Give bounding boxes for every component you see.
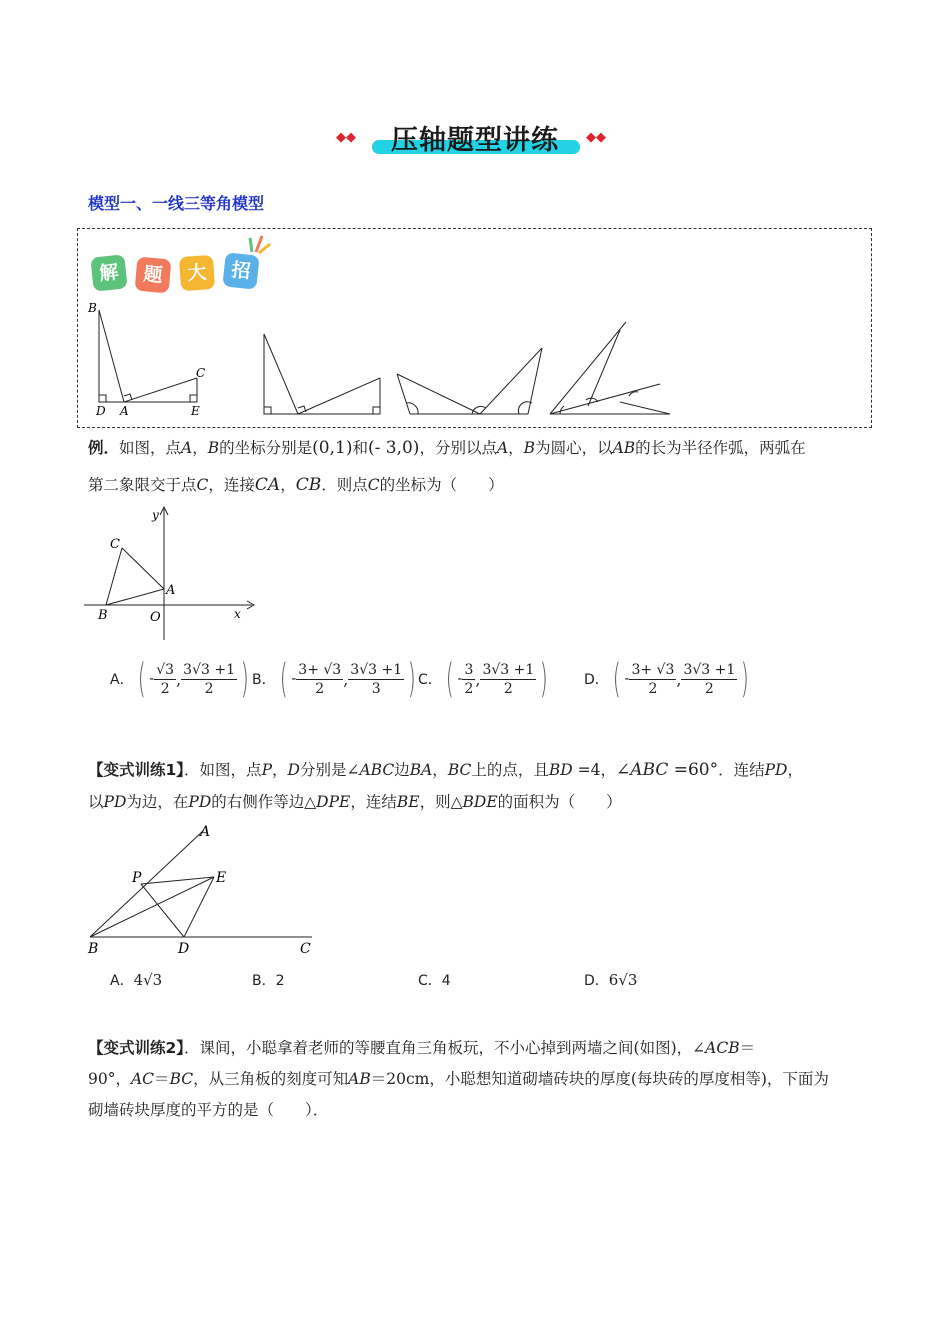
var: ABC [359, 761, 395, 779]
label-b: B [98, 608, 108, 623]
option-letter: C． [418, 973, 442, 989]
chip-3: 大 [179, 255, 215, 291]
var: CB [295, 475, 322, 495]
text: ， [508, 439, 524, 457]
var: PD [103, 793, 127, 811]
label-a: A [200, 824, 211, 840]
text: 如图，点 [119, 439, 182, 457]
paren-right: ) [408, 656, 416, 702]
variant1-line-1 [88, 758, 878, 782]
num: 3√3 +1 [350, 661, 403, 678]
num: 3√3 +1 [183, 661, 235, 678]
paren-right: ) [240, 656, 249, 702]
var: BC [169, 1070, 194, 1088]
variant2-line-2 [88, 1067, 878, 1091]
var: C [196, 476, 209, 494]
den: 2 [464, 680, 474, 697]
page-header [330, 118, 620, 158]
text: 第二象限交于点 [88, 476, 197, 494]
var: BDE [462, 793, 498, 811]
diamond-left-icon: ◆◆ [336, 130, 356, 145]
var: A [181, 439, 193, 457]
den: 3 [371, 680, 381, 697]
den: 2 [704, 680, 714, 697]
sign: - [624, 671, 630, 687]
text: ， [192, 439, 208, 457]
den: 2 [503, 680, 513, 697]
var: CA [254, 475, 281, 495]
model-figures [80, 290, 680, 425]
option-a[interactable]: A． ( - $\frac{√3}{2}$ , $\frac{3√3 +1}{2}$ ) [110, 656, 249, 702]
paren-left: ( [137, 656, 146, 702]
model-label-c: C [196, 366, 206, 380]
text: ＝ [739, 1039, 756, 1057]
model-label-d: D [96, 404, 106, 418]
text: ＝ [154, 1070, 170, 1088]
option-letter: B． [252, 672, 276, 688]
text: 边 [394, 761, 410, 779]
text: 为圆心，以 [535, 439, 613, 457]
option-letter: A． [110, 672, 134, 688]
fraction-y [348, 661, 404, 698]
label-e: E [216, 870, 227, 886]
text: 的长为半径作弧，两弧在 [635, 439, 806, 457]
label-x: x [234, 607, 241, 621]
variant1-figure [86, 822, 326, 962]
example-tag: 例． [88, 439, 120, 457]
sparkle-icon [242, 230, 272, 254]
label-o: O [150, 610, 161, 625]
text: ， [787, 761, 803, 779]
paren-right: ) [741, 656, 750, 702]
text: 以 [88, 793, 104, 811]
num: 3+ √3 [631, 661, 675, 678]
text: ，连结 [350, 793, 397, 811]
option-value: 4 [441, 973, 451, 989]
label-p: P [132, 870, 142, 886]
var: BA [409, 761, 433, 779]
den: 2 [160, 680, 170, 697]
text: ．如图，点 [184, 761, 262, 779]
text: 的右侧作等边△ [211, 793, 317, 811]
chip-4: 招 [222, 252, 259, 289]
variant1-tag: 【变式训练1】 [88, 761, 185, 779]
text: ， [432, 761, 448, 779]
v1-option-d[interactable] [584, 970, 637, 990]
fraction-x [154, 661, 176, 698]
var: AB [612, 439, 636, 457]
text: 的面积为（ ） [497, 793, 622, 811]
num: 3 [464, 661, 474, 678]
fraction-y [480, 661, 536, 698]
num: 3+ √3 [298, 661, 342, 678]
text: ，则△ [419, 793, 463, 811]
var: B [523, 439, 536, 457]
den: 2 [315, 680, 325, 697]
text: 为边，在 [126, 793, 189, 811]
text: 和 [352, 439, 368, 457]
text: 分别是∠ [299, 761, 360, 779]
label-c: C [300, 941, 311, 957]
v1-option-b[interactable] [252, 970, 285, 990]
text: 的坐标为（ ） [379, 476, 504, 494]
text: ，连接 [208, 476, 255, 494]
variant2-tag: 【变式训练2】 [88, 1039, 185, 1057]
num: 3√3 +1 [482, 661, 535, 678]
paren-left: ( [612, 656, 621, 702]
option-value: 6√3 [608, 971, 638, 989]
v1-option-c[interactable] [418, 970, 451, 990]
paren-left: ( [279, 656, 288, 702]
fraction-x [296, 661, 343, 698]
section-title: 模型一、一线三等角模型 [88, 194, 265, 213]
text: 90°， [88, 1070, 131, 1088]
var: PD [764, 761, 788, 779]
coord-b: (- 3,0) [367, 438, 420, 458]
var: A [496, 439, 509, 457]
var: BD [548, 761, 573, 779]
example-line-1 [88, 436, 878, 460]
var: ACB [705, 1039, 740, 1057]
option-letter: C． [418, 672, 442, 688]
variant1-line-2 [88, 790, 878, 814]
coord-a: (0,1) [312, 438, 353, 458]
fraction-y [181, 661, 237, 698]
model-label-b: B [88, 301, 97, 315]
label-y: y [152, 508, 159, 522]
text: ．课间，小聪拿着老师的等腰直角三角板玩，不小心掉到两墙之间(如图)，∠ [184, 1039, 706, 1057]
var: AB [348, 1070, 371, 1088]
sign: - [457, 671, 463, 687]
text: ．则点 [321, 476, 368, 494]
label-d: D [178, 941, 190, 957]
var: P [261, 761, 272, 779]
chip-1: 解 [90, 254, 127, 291]
option-letter: D． [584, 973, 609, 989]
option-value: 4√3 [133, 971, 163, 989]
text: =4， [572, 761, 616, 779]
label-a: A [166, 583, 176, 598]
fraction-y [681, 661, 737, 698]
var: BC [447, 761, 472, 779]
v1-option-a[interactable] [110, 970, 162, 990]
var: DPE [316, 793, 351, 811]
text: ， [280, 476, 296, 494]
variant2-line-1 [88, 1036, 878, 1060]
den: 2 [204, 680, 214, 697]
option-b[interactable]: B． ( - $\frac{3+ √3}{2}$ , $\frac{3√3 +1}{3}$ ) [252, 656, 416, 702]
num: 3√3 +1 [683, 661, 736, 678]
option-d[interactable]: D． ( - $\frac{3+ √3}{2}$ , $\frac{3√3 +1}{2}$ ) [584, 656, 750, 702]
text: ， [272, 761, 288, 779]
paren-left: ( [445, 656, 454, 702]
model-label-e: E [191, 404, 200, 418]
var: B [207, 439, 220, 457]
text: 的坐标分别是 [219, 439, 313, 457]
option-letter: A． [110, 973, 134, 989]
paren-right: ) [540, 656, 549, 702]
text: ，分别以点 [419, 439, 497, 457]
option-value: 2 [275, 973, 285, 989]
option-letter: B． [252, 973, 276, 989]
text: ＝20cm，小聪想知道砌墙砖块的厚度(每块砖的厚度相等)，下面为 [370, 1070, 829, 1088]
option-letter: D． [584, 672, 609, 688]
fraction-x [462, 661, 475, 698]
example-figure [84, 505, 264, 645]
label-b: B [88, 941, 99, 957]
var: ∠ABC [615, 760, 669, 780]
page-title: 压轴题型讲练 [391, 125, 559, 156]
var: C [367, 476, 380, 494]
var: BE [396, 793, 420, 811]
example-line-2 [88, 473, 878, 497]
option-c[interactable]: C． ( - $\frac{3}{2}$ , $\frac{3√3 +1}{2}$ ) [418, 656, 549, 702]
var: PD [188, 793, 212, 811]
num: √3 [156, 661, 175, 678]
variant2-line-3: 砌墙砖块厚度的平方的是（ ）． [88, 1101, 329, 1119]
text: ，从三角板的刻度可知 [193, 1070, 349, 1088]
sign: - [291, 671, 297, 687]
model-label-a: A [120, 404, 129, 418]
text: 上的点，且 [471, 761, 549, 779]
chip-2: 题 [135, 257, 172, 294]
text: =60° [668, 760, 719, 780]
sign: - [149, 671, 155, 687]
label-c: C [110, 537, 120, 552]
var: D [287, 761, 300, 779]
diamond-right-icon: ◆◆ [586, 130, 606, 145]
fraction-x [629, 661, 676, 698]
text: ．连结 [718, 761, 765, 779]
var: AC [130, 1070, 155, 1088]
den: 2 [648, 680, 658, 697]
